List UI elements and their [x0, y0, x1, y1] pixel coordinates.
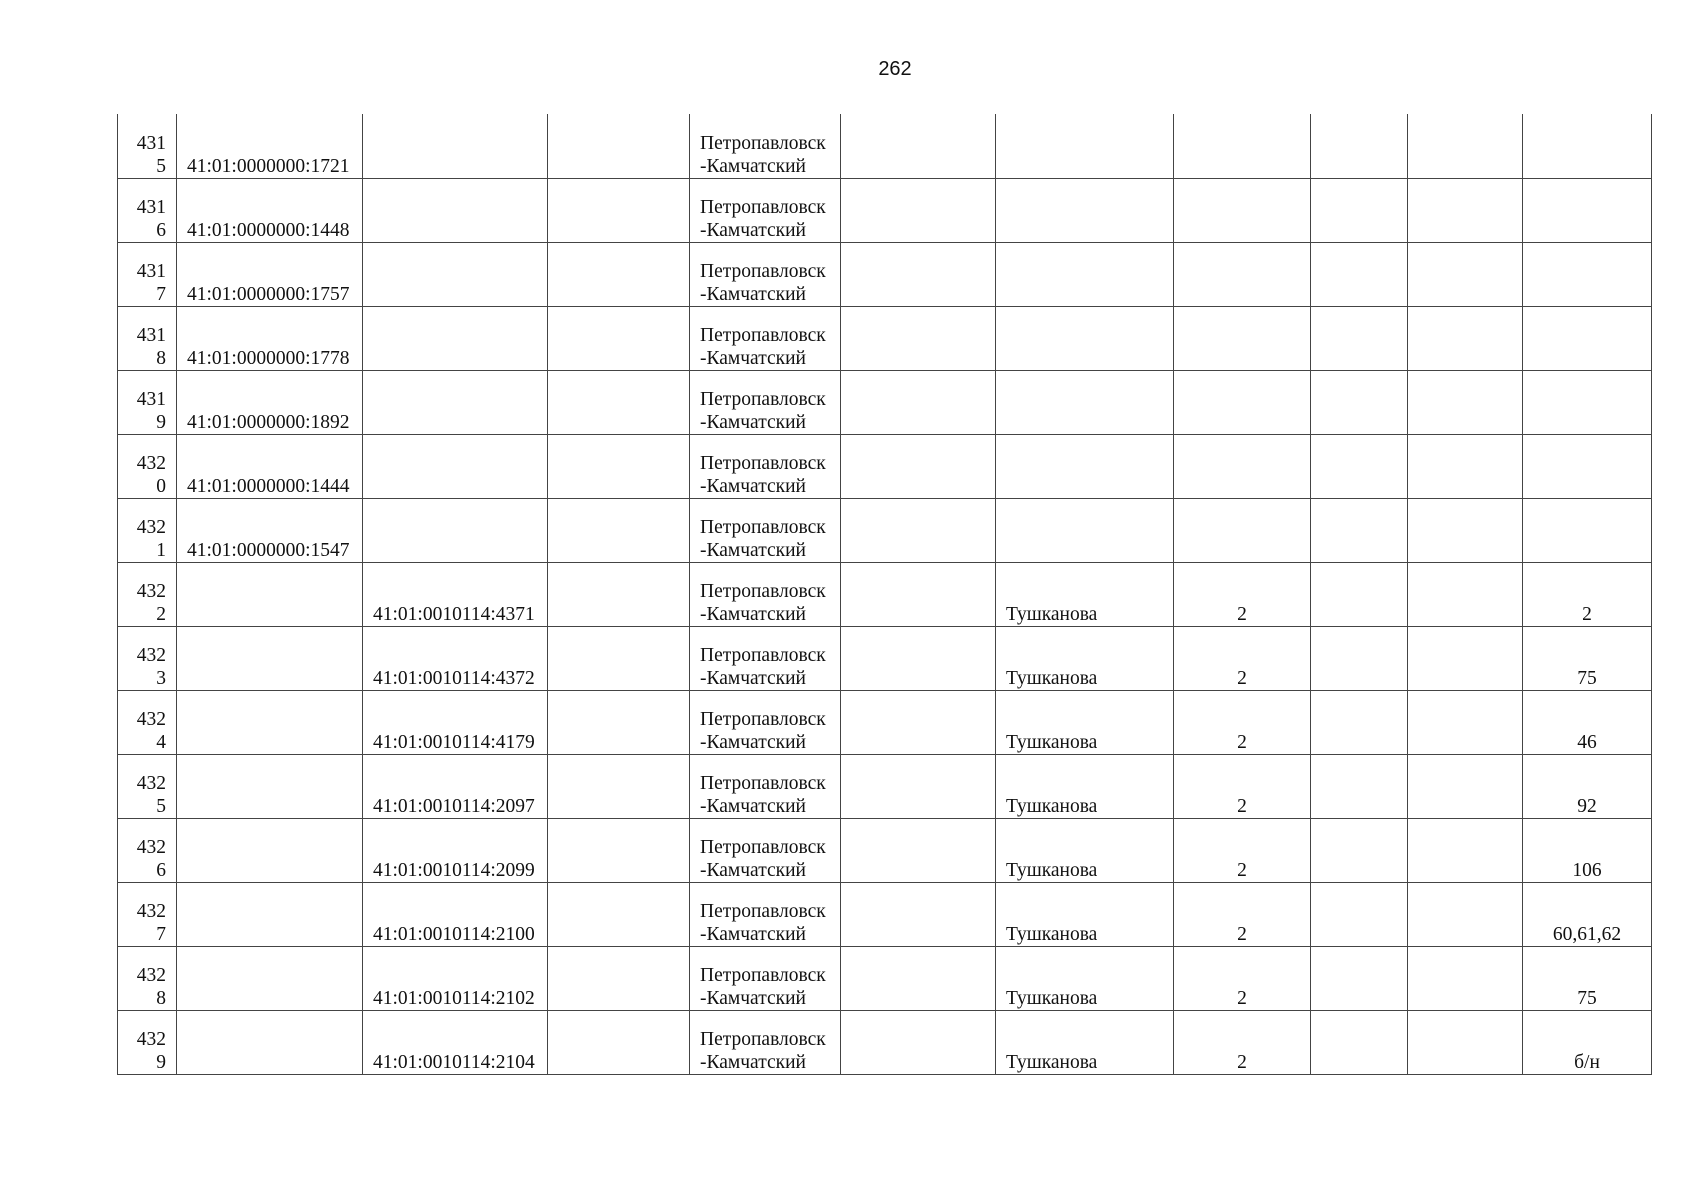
street-cell: Тушканова: [996, 754, 1174, 818]
apartment-number-cell: 60,61,62: [1523, 882, 1652, 946]
table-row: [118, 882, 1652, 946]
empty-cell: [1311, 818, 1408, 882]
empty-cell: [841, 626, 996, 690]
city-cell: Петропавловск-Камчатский: [690, 1010, 841, 1074]
empty-cell: [1311, 370, 1408, 434]
empty-cell: [1311, 1010, 1408, 1074]
empty-cell: [548, 242, 690, 306]
empty-cell: [548, 1010, 690, 1074]
row-number-cell: 4316: [118, 178, 177, 242]
street-cell: [996, 434, 1174, 498]
empty-cell: [548, 306, 690, 370]
cadastral-number-cell: 41:01:0000000:1547: [177, 498, 363, 562]
empty-cell: [1408, 690, 1523, 754]
house-number-cell: [1174, 306, 1311, 370]
row-number-cell: 4324: [118, 690, 177, 754]
apartment-number-cell: [1523, 306, 1652, 370]
empty-cell: [1311, 242, 1408, 306]
table-row: [118, 690, 1652, 754]
apartment-number-cell: 75: [1523, 946, 1652, 1010]
empty-cell: [841, 882, 996, 946]
table-row: [118, 1010, 1652, 1074]
row-number-cell: 4322: [118, 562, 177, 626]
cadastral-number-cell: 41:01:0000000:1721: [177, 114, 363, 178]
cadastral-number-cell: [177, 562, 363, 626]
premises-cadastral-number-cell: [363, 114, 548, 178]
table-row: [118, 306, 1652, 370]
street-cell: Тушканова: [996, 1010, 1174, 1074]
row-number-cell: 4329: [118, 1010, 177, 1074]
city-cell: Петропавловск-Камчатский: [690, 882, 841, 946]
premises-cadastral-number-cell: 41:01:0010114:2102: [363, 946, 548, 1010]
empty-cell: [548, 882, 690, 946]
table-row: [118, 434, 1652, 498]
table-row: [118, 818, 1652, 882]
table-row: [118, 626, 1652, 690]
row-number-cell: 4321: [118, 498, 177, 562]
table-row: [118, 370, 1652, 434]
row-number-cell: 4320: [118, 434, 177, 498]
empty-cell: [548, 626, 690, 690]
house-number-cell: 2: [1174, 562, 1311, 626]
premises-cadastral-number-cell: [363, 370, 548, 434]
empty-cell: [1311, 882, 1408, 946]
cadastral-number-cell: 41:01:0000000:1448: [177, 178, 363, 242]
apartment-number-cell: [1523, 370, 1652, 434]
empty-cell: [1408, 242, 1523, 306]
house-number-cell: 2: [1174, 882, 1311, 946]
empty-cell: [1408, 754, 1523, 818]
house-number-cell: [1174, 370, 1311, 434]
premises-cadastral-number-cell: 41:01:0010114:4179: [363, 690, 548, 754]
empty-cell: [841, 178, 996, 242]
empty-cell: [1408, 370, 1523, 434]
cadastral-number-cell: 41:01:0000000:1892: [177, 370, 363, 434]
premises-cadastral-number-cell: 41:01:0010114:2104: [363, 1010, 548, 1074]
apartment-number-cell: 46: [1523, 690, 1652, 754]
empty-cell: [1311, 690, 1408, 754]
empty-cell: [841, 242, 996, 306]
premises-cadastral-number-cell: 41:01:0010114:2099: [363, 818, 548, 882]
house-number-cell: [1174, 114, 1311, 178]
apartment-number-cell: [1523, 242, 1652, 306]
page-number: 262: [878, 58, 912, 80]
city-cell: Петропавловск-Камчатский: [690, 306, 841, 370]
city-cell: Петропавловск-Камчатский: [690, 690, 841, 754]
registry-body: [118, 114, 1652, 1074]
apartment-number-cell: [1523, 178, 1652, 242]
premises-cadastral-number-cell: [363, 178, 548, 242]
apartment-number-cell: 75: [1523, 626, 1652, 690]
cadastral-number-cell: [177, 946, 363, 1010]
empty-cell: [548, 946, 690, 1010]
house-number-cell: 2: [1174, 690, 1311, 754]
apartment-number-cell: 106: [1523, 818, 1652, 882]
house-number-cell: [1174, 434, 1311, 498]
apartment-number-cell: 92: [1523, 754, 1652, 818]
row-number-cell: 4326: [118, 818, 177, 882]
empty-cell: [841, 946, 996, 1010]
cadastral-number-cell: 41:01:0000000:1444: [177, 434, 363, 498]
apartment-number-cell: [1523, 434, 1652, 498]
street-cell: [996, 242, 1174, 306]
street-cell: Тушканова: [996, 626, 1174, 690]
apartment-number-cell: 2: [1523, 562, 1652, 626]
cadastral-number-cell: [177, 754, 363, 818]
house-number-cell: 2: [1174, 946, 1311, 1010]
empty-cell: [1311, 306, 1408, 370]
house-number-cell: [1174, 242, 1311, 306]
empty-cell: [841, 434, 996, 498]
empty-cell: [841, 754, 996, 818]
property-registry-table: [117, 114, 1652, 1075]
empty-cell: [1408, 626, 1523, 690]
empty-cell: [1311, 178, 1408, 242]
street-cell: [996, 114, 1174, 178]
row-number-cell: 4319: [118, 370, 177, 434]
street-cell: [996, 178, 1174, 242]
row-number-cell: 4317: [118, 242, 177, 306]
house-number-cell: 2: [1174, 754, 1311, 818]
house-number-cell: 2: [1174, 1010, 1311, 1074]
cadastral-number-cell: [177, 690, 363, 754]
empty-cell: [548, 754, 690, 818]
empty-cell: [1311, 562, 1408, 626]
row-number-cell: 4315: [118, 114, 177, 178]
empty-cell: [841, 370, 996, 434]
empty-cell: [548, 178, 690, 242]
empty-cell: [1408, 114, 1523, 178]
premises-cadastral-number-cell: 41:01:0010114:2100: [363, 882, 548, 946]
city-cell: Петропавловск-Камчатский: [690, 946, 841, 1010]
row-number-cell: 4325: [118, 754, 177, 818]
premises-cadastral-number-cell: 41:01:0010114:4372: [363, 626, 548, 690]
house-number-cell: [1174, 178, 1311, 242]
apartment-number-cell: б/н: [1523, 1010, 1652, 1074]
street-cell: [996, 306, 1174, 370]
street-cell: Тушканова: [996, 946, 1174, 1010]
house-number-cell: [1174, 498, 1311, 562]
city-cell: Петропавловск-Камчатский: [690, 370, 841, 434]
empty-cell: [1408, 1010, 1523, 1074]
premises-cadastral-number-cell: [363, 242, 548, 306]
cadastral-number-cell: 41:01:0000000:1778: [177, 306, 363, 370]
table-row: [118, 498, 1652, 562]
city-cell: Петропавловск-Камчатский: [690, 114, 841, 178]
empty-cell: [1311, 114, 1408, 178]
premises-cadastral-number-cell: 41:01:0010114:2097: [363, 754, 548, 818]
empty-cell: [1408, 946, 1523, 1010]
house-number-cell: 2: [1174, 818, 1311, 882]
empty-cell: [548, 498, 690, 562]
city-cell: Петропавловск-Камчатский: [690, 178, 841, 242]
row-number-cell: 4328: [118, 946, 177, 1010]
empty-cell: [1408, 306, 1523, 370]
table-row: [118, 562, 1652, 626]
street-cell: Тушканова: [996, 562, 1174, 626]
street-cell: Тушканова: [996, 690, 1174, 754]
street-cell: Тушканова: [996, 882, 1174, 946]
empty-cell: [841, 306, 996, 370]
street-cell: Тушканова: [996, 818, 1174, 882]
premises-cadastral-number-cell: [363, 306, 548, 370]
table-row: [118, 114, 1652, 178]
empty-cell: [1408, 434, 1523, 498]
street-cell: [996, 370, 1174, 434]
empty-cell: [841, 1010, 996, 1074]
empty-cell: [841, 114, 996, 178]
city-cell: Петропавловск-Камчатский: [690, 562, 841, 626]
city-cell: Петропавловск-Камчатский: [690, 498, 841, 562]
empty-cell: [1311, 946, 1408, 1010]
empty-cell: [1408, 178, 1523, 242]
empty-cell: [841, 690, 996, 754]
empty-cell: [1408, 818, 1523, 882]
row-number-cell: 4327: [118, 882, 177, 946]
house-number-cell: 2: [1174, 626, 1311, 690]
table-row: [118, 754, 1652, 818]
row-number-cell: 4318: [118, 306, 177, 370]
empty-cell: [1408, 498, 1523, 562]
table-row: [118, 242, 1652, 306]
empty-cell: [548, 690, 690, 754]
street-cell: [996, 498, 1174, 562]
empty-cell: [1311, 434, 1408, 498]
table-row: [118, 178, 1652, 242]
empty-cell: [1311, 754, 1408, 818]
city-cell: Петропавловск-Камчатский: [690, 754, 841, 818]
empty-cell: [548, 114, 690, 178]
empty-cell: [841, 818, 996, 882]
empty-cell: [548, 818, 690, 882]
apartment-number-cell: [1523, 498, 1652, 562]
premises-cadastral-number-cell: 41:01:0010114:4371: [363, 562, 548, 626]
table-row: [118, 946, 1652, 1010]
premises-cadastral-number-cell: [363, 434, 548, 498]
row-number-cell: 4323: [118, 626, 177, 690]
empty-cell: [841, 562, 996, 626]
apartment-number-cell: [1523, 114, 1652, 178]
city-cell: Петропавловск-Камчатский: [690, 818, 841, 882]
city-cell: Петропавловск-Камчатский: [690, 242, 841, 306]
empty-cell: [1408, 882, 1523, 946]
empty-cell: [1311, 626, 1408, 690]
city-cell: Петропавловск-Камчатский: [690, 434, 841, 498]
empty-cell: [548, 434, 690, 498]
cadastral-number-cell: [177, 626, 363, 690]
cadastral-number-cell: [177, 818, 363, 882]
empty-cell: [841, 498, 996, 562]
city-cell: Петропавловск-Камчатский: [690, 626, 841, 690]
cadastral-number-cell: 41:01:0000000:1757: [177, 242, 363, 306]
empty-cell: [548, 562, 690, 626]
cadastral-number-cell: [177, 1010, 363, 1074]
empty-cell: [1311, 498, 1408, 562]
empty-cell: [1408, 562, 1523, 626]
cadastral-number-cell: [177, 882, 363, 946]
empty-cell: [548, 370, 690, 434]
premises-cadastral-number-cell: [363, 498, 548, 562]
